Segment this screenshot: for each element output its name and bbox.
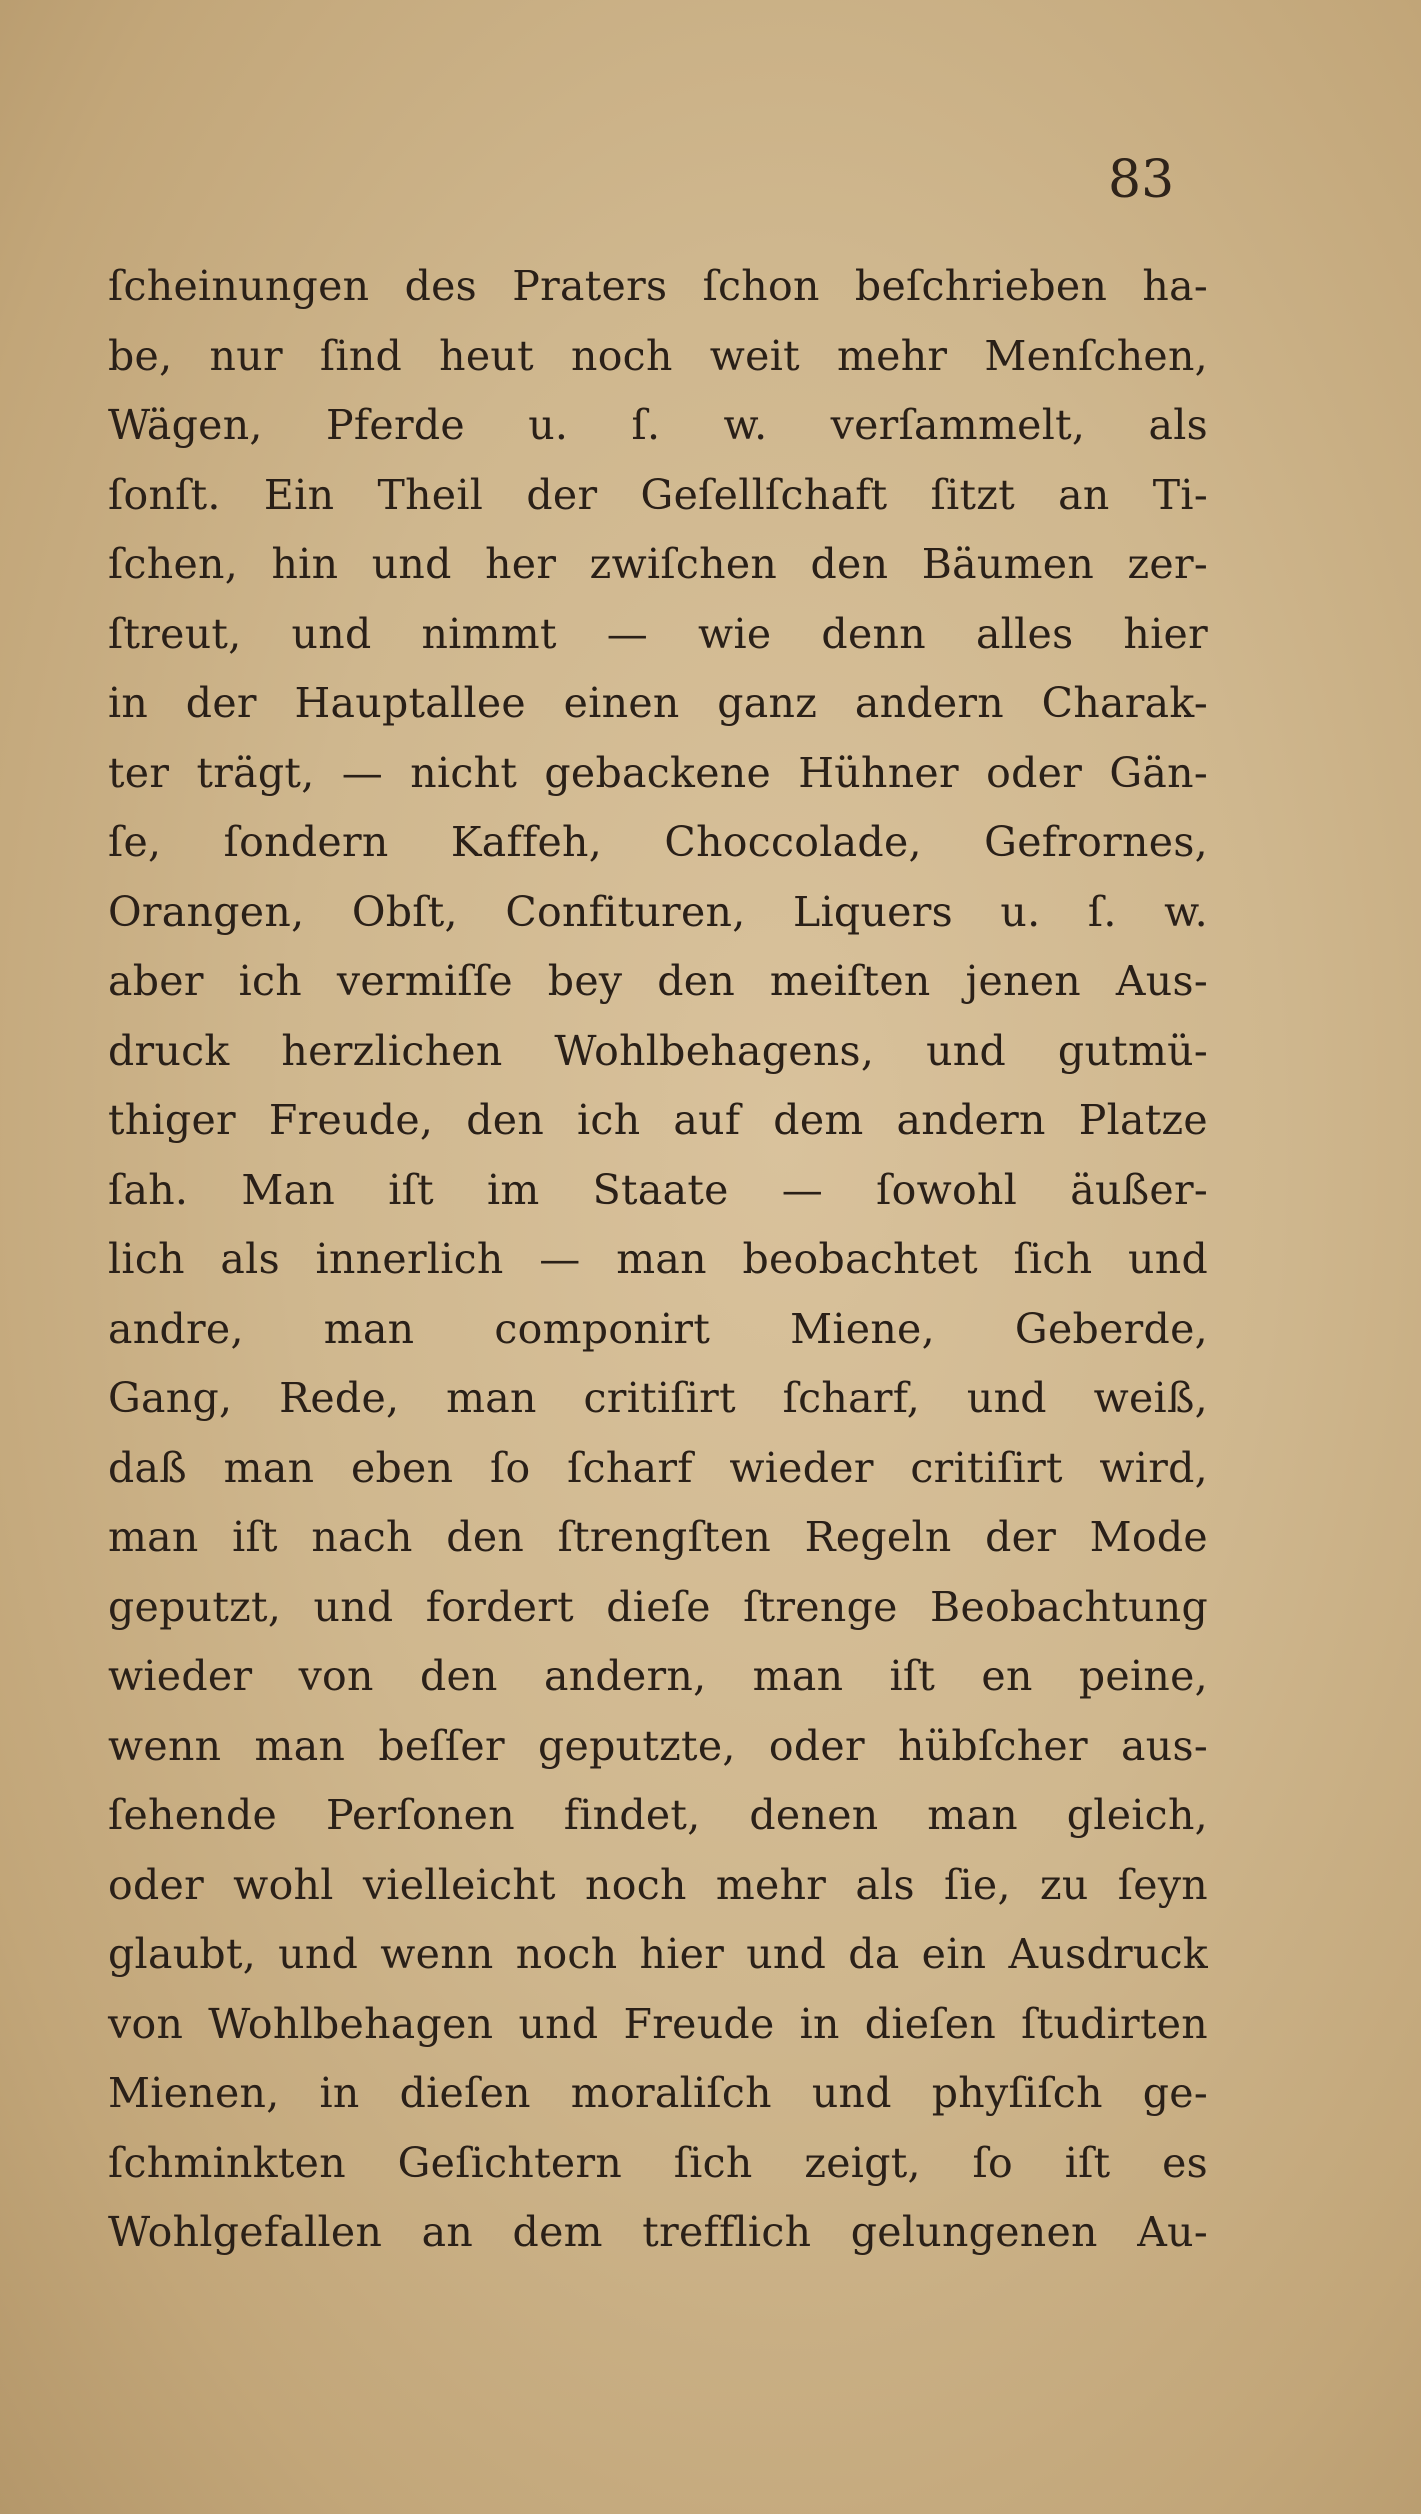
page-number: 83 [1108,150,1175,210]
text-line: ſonſt. Ein Theil der Geſellſchaft ſitzt an Ti- [108,470,1208,519]
text-line: ſchen, hin und her zwiſchen den Bäumen zer- [108,540,1208,588]
text-line: Mienen, in dieſen moraliſch und phyſiſch ge- [108,2069,1208,2117]
body-text [108,252,1208,2268]
text-line: ſah. Man iſt im Staate — ſowohl äußer- [108,1165,1208,1214]
text-line: ſehende Perſonen findet, denen man gleich, [108,1791,1208,1839]
text-line: druck herzlichen Wohlbehagens, und gutmü- [108,1026,1208,1075]
text-line: Wohlgefallen an dem trefflich gelungenen Au- [108,2208,1208,2256]
text-line: ſe, ſondern Kaffeh, Choccolade, Gefrornes, [108,818,1208,866]
text-line: ſchminkten Geſichtern ſich zeigt, ſo iſt es [108,2138,1208,2187]
text-line: geputzt, und fordert dieſe ſtrenge Beobachtung [108,1582,1208,1631]
text-line: thiger Freude, den ich auf dem andern Platze [108,1096,1208,1144]
text-line: von Wohlbehagen und Freude in dieſen ſtudirten [108,1999,1208,2048]
text-line: oder wohl vielleicht noch mehr als ſie, zu ſeyn [108,1860,1208,1909]
text-line: be, nur ſind heut noch weit mehr Menſchen, [108,331,1208,380]
text-line: Gang, Rede, man critiſirt ſcharf, und weiß, [108,1374,1208,1422]
text-line: ſtreut, und nimmt — wie denn alles hier [108,609,1208,658]
text-line: Wägen, Pferde u. ſ. w. verſammelt, als [108,401,1208,449]
text-line: man iſt nach den ſtrengſten Regeln der Mode [108,1513,1208,1561]
text-line: wieder von den andern, man iſt en peine, [108,1652,1208,1700]
text-line: lich als innerlich — man beobachtet ſich und [108,1235,1208,1283]
text-line: Orangen, Obſt, Confituren, Liquers u. ſ. w. [108,887,1208,936]
text-line: aber ich vermiſſe bey den meiſten jenen Aus- [108,957,1208,1005]
text-line: ſcheinungen des Praters ſchon beſchrieben ha- [108,262,1208,310]
text-line: daß man eben ſo ſcharf wieder critiſirt wird, [108,1443,1208,1492]
text-line: glaubt, und wenn noch hier und da ein Ausdruck [108,1930,1208,1978]
text-line: ter trägt, — nicht gebackene Hühner oder Gän- [108,748,1208,797]
text-line: andre, man componirt Miene, Geberde, [108,1304,1208,1353]
text-line: wenn man beſſer geputzte, oder hübſcher aus- [108,1721,1208,1770]
text-line: in der Hauptallee einen ganz andern Charak- [108,679,1208,727]
